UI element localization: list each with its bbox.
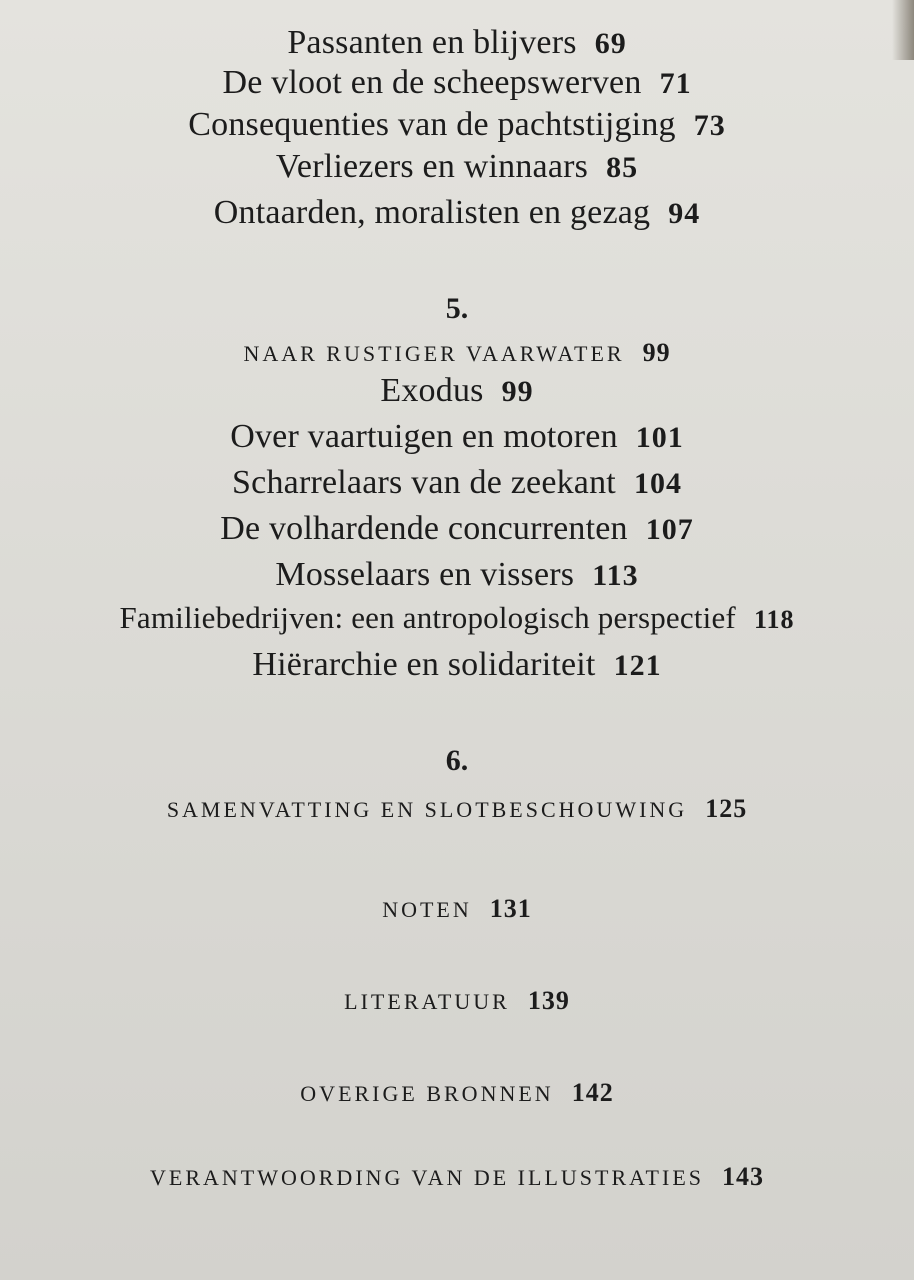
toc-entry (0, 66, 914, 100)
toc-entry-page: 121 (613, 649, 662, 682)
toc-entry-title: De volhardende concurrenten (220, 510, 628, 547)
chapter-number: 5. (445, 292, 469, 325)
back-matter-title: NOTEN (382, 897, 472, 922)
back-matter-title: LITERATUUR (344, 989, 510, 1014)
toc-entry (0, 374, 914, 408)
toc-entry-title: Consequenties van de pachtstijging (188, 106, 676, 143)
back-matter-item-literature (0, 988, 914, 1014)
chapter-heading-page: 125 (705, 794, 748, 823)
toc-entry-title: De vloot en de scheepswerven (222, 64, 642, 101)
toc-entry (0, 26, 914, 60)
toc-entry (0, 196, 914, 230)
back-matter-page: 142 (571, 1078, 614, 1107)
back-matter-item-illustrations (0, 1164, 914, 1190)
back-matter-title: VERANTWOORDING VAN DE ILLUSTRATIES (150, 1165, 704, 1190)
chapter-heading-title: SAMENVATTING EN SLOTBESCHOUWING (166, 797, 688, 822)
toc-entry-page: 107 (645, 513, 694, 546)
toc-entry-title: Familiebedrijven: een antropologisch perspectief (119, 600, 736, 635)
toc-entry-title: Exodus (380, 372, 484, 409)
toc-entry-page: 113 (592, 559, 639, 592)
toc-entry (0, 602, 914, 633)
toc-entry (0, 150, 914, 184)
toc-entry-title: Hiërarchie en solidariteit (252, 646, 596, 683)
toc-entry-page: 118 (753, 605, 795, 634)
toc-entry-title: Verliezers en winnaars (275, 148, 589, 185)
toc-entry (0, 108, 914, 142)
toc-entry-page: 99 (501, 375, 534, 408)
toc-entry-title: Passanten en blijvers (287, 24, 577, 61)
toc-entry-title: Scharrelaars van de zeekant (232, 464, 616, 501)
back-matter-item-notes (0, 896, 914, 922)
toc-entry-page: 69 (594, 27, 627, 60)
back-matter-title: OVERIGE BRONNEN (300, 1081, 554, 1106)
chapter-heading-title: NAAR RUSTIGER VAARWATER (243, 341, 625, 366)
back-matter-page: 143 (722, 1162, 764, 1191)
chapter-number: 6. (445, 744, 469, 777)
toc-entry (0, 648, 914, 682)
back-matter-page: 139 (527, 986, 570, 1015)
chapter-heading (0, 796, 914, 822)
toc-entry (0, 512, 914, 546)
toc-entry-title: Over vaartuigen en motoren (230, 418, 618, 455)
toc-entry-page: 94 (668, 197, 701, 230)
toc-entry-page: 101 (635, 421, 684, 454)
toc-entry (0, 420, 914, 454)
toc-entry-title: Ontaarden, moralisten en gezag (213, 194, 651, 231)
toc-entry-page: 85 (606, 151, 639, 184)
back-matter-page: 131 (489, 894, 532, 923)
toc-entry-page: 73 (693, 109, 726, 142)
toc-entry (0, 466, 914, 500)
toc-entry-page: 71 (659, 67, 692, 100)
chapter-heading (0, 340, 914, 366)
toc-entry-title: Mosselaars en vissers (275, 556, 575, 593)
back-matter-item-other-sources (0, 1080, 914, 1106)
toc-entry-page: 104 (633, 467, 682, 500)
toc-entry (0, 558, 914, 592)
chapter-heading-page: 99 (642, 338, 671, 367)
